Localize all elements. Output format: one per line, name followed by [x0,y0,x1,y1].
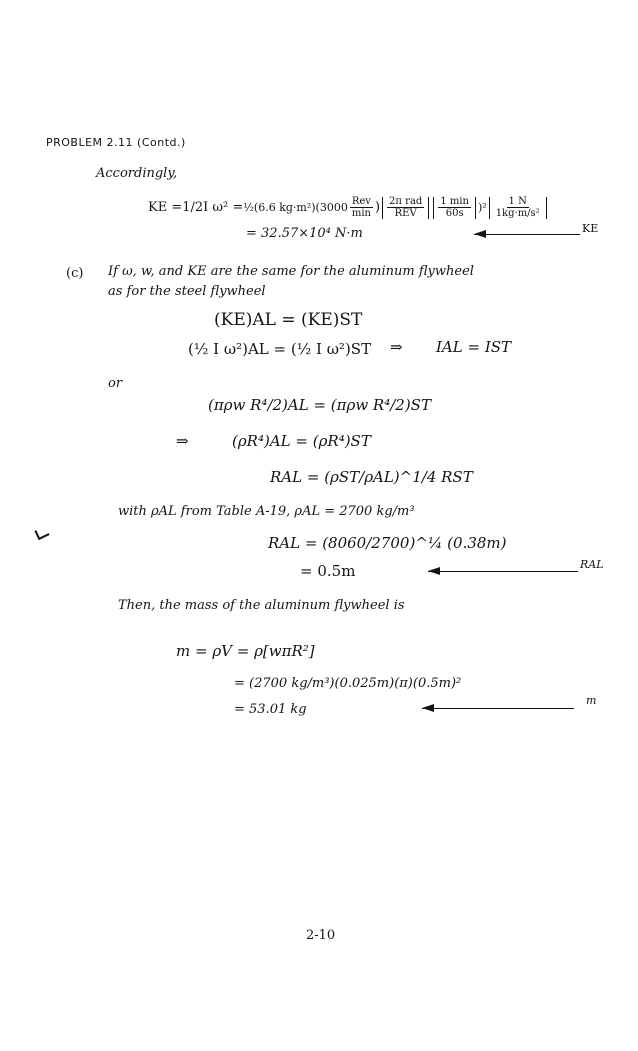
ke-half: 1/2 [182,200,204,215]
implies-arrow-2: ⇒ [176,432,189,450]
bar [489,197,490,219]
bar [428,197,429,219]
bar [433,197,434,219]
margin-check-mark [34,526,49,540]
ke-equality: (KE)AL = (KE)ST [214,310,363,330]
ke-answer-line [474,234,580,235]
radius-value-equation: RAL = (8060/2700)^¼ (0.38m) [268,534,507,552]
with-table-line: with ρAL from Table A-19, ρAL = 2700 kg/m³ [118,504,415,519]
rad-rev-fraction: $\frac{\text{2π rad}}{\text{REV}}$ [389,196,423,219]
problem-header: PROBLEM 2.11 (Contd.) [46,136,186,149]
radius-result: = 0.5m [300,562,356,580]
radius-ratio: RAL = (ρST/ρAL)^1/4 RST [270,468,473,486]
inertia-result: IAL = IST [436,338,512,356]
mass-result: = 53.01 kg [234,702,307,717]
radius-answer-line [428,571,578,572]
ke-expr: ½(6.6 kg·m²)(3000 [243,201,348,214]
ke-result: = 32.57×10⁴ N·m [246,226,363,241]
mass-answer-label: m [586,694,597,707]
mass-equation: m = ρV = ρ[wπR²] [176,642,315,660]
bar [546,197,547,219]
bar [475,197,476,219]
ke-square: )² [477,201,487,214]
rho-r4-equality: (ρR⁴)AL = (ρR⁴)ST [232,432,371,450]
pi-rho-equality: (πρw R⁴/2)AL = (πρw R⁴/2)ST [208,396,431,414]
close-paren: ) [374,200,381,215]
newton-fraction: $\frac{1 N}{\text{1kg·m/s²}}$ [495,196,540,219]
implies-arrow: ⇒ [390,338,403,356]
mass-answer-line [422,708,574,709]
mass-substitution: = (2700 kg/m³)(0.025m)(π)(0.5m)² [234,676,462,691]
part-c-label: (c) [66,266,84,281]
radius-answer-label: RAL [580,558,604,571]
part-c-line1: If ω, w, and KE are the same for the aluminum flywheel [108,264,474,279]
accordingly-text: Accordingly, [96,166,178,181]
or-text: or [108,376,123,391]
ke-lhs: KE = [148,200,183,215]
ke-equation [148,196,549,219]
ke-iw2: I ω² = [203,200,244,215]
part-c-line2: as for the steel flywheel [108,284,266,299]
inertia-equality: (½ I ω²)AL = (½ I ω²)ST [188,340,372,358]
bar [382,197,383,219]
ke-answer-label: KE [582,222,599,235]
then-line: Then, the mass of the aluminum flywheel is [118,598,405,613]
page-number: 2-10 [306,928,336,943]
min-s-fraction: $\frac{1 \min}{60s}$ [440,196,469,219]
rev-min-fraction: $\frac{\text{Rev}}{\min}$ [351,196,371,219]
